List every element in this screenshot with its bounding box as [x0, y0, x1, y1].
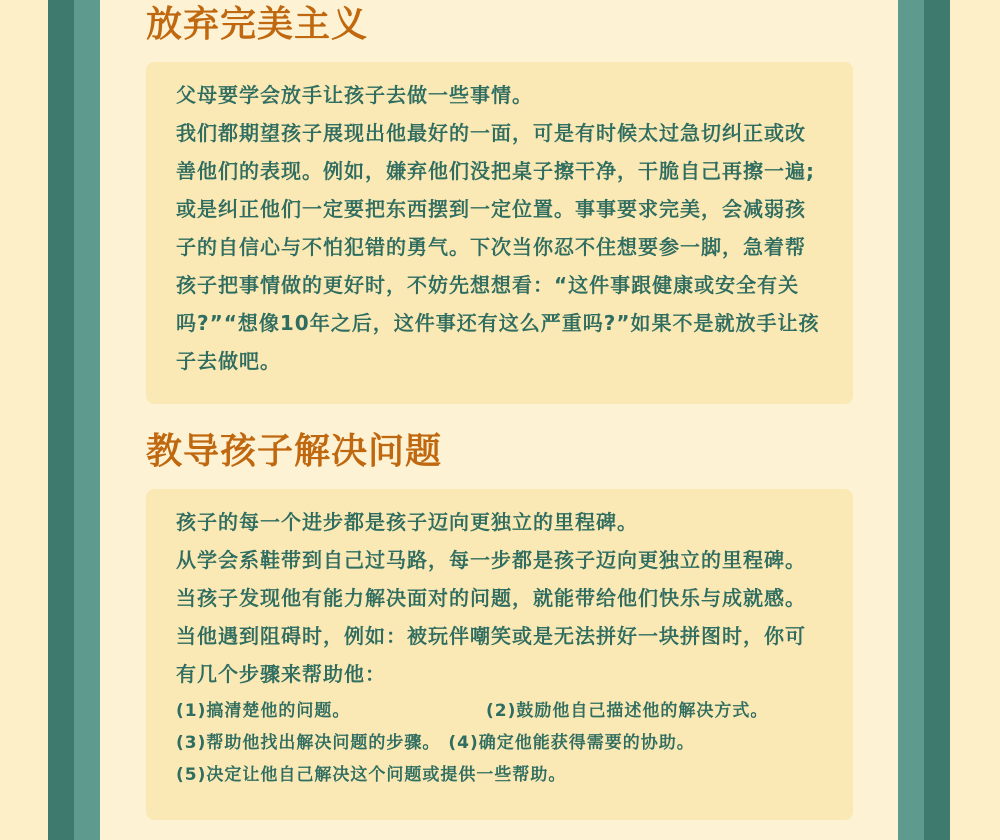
steps-list	[176, 695, 823, 791]
section1-intro: 父母要学会放手让孩子去做一些事情。	[176, 83, 533, 107]
step-item: (3)帮助他找出解决问题的步骤。	[176, 733, 441, 753]
section2-card	[146, 489, 853, 820]
section1-card	[146, 62, 853, 404]
step-item: (5)决定让他自己解决这个问题或提供一些帮助。	[176, 765, 567, 785]
right-inner-stripe	[898, 0, 924, 840]
section2-intro: 孩子的每一个进步都是孩子迈向更独立的里程碑。	[176, 510, 638, 534]
step-item: (2)鼓励他自己描述他的解决方式。	[486, 701, 769, 721]
section1-title: 放弃完美主义	[146, 4, 369, 45]
right-outer-stripe	[924, 0, 950, 840]
section2-body: 从学会系鞋带到自己过马路，每一步都是孩子迈向更独立的里程碑。当孩子发现他有能力解决面对的问题，就能带给他们快乐与成就感。当他遇到阻碍时，例如：被玩伴嘲笑或是无法拼好一块拼图时，你可有几个步骤来帮助他：	[176, 548, 806, 686]
step-item: (1)搞清楚他的问题。	[176, 701, 351, 721]
left-inner-stripe	[74, 0, 100, 840]
section1-body: 我们都期望孩子展现出他最好的一面，可是有时候太过急切纠正或改善他们的表现。例如，嫌弃他们没把桌子擦干净，干脆自己再擦一遍;或是纠正他们一定要把东西摆到一定位置。事事要求完美，会减弱孩子的自信心与不怕犯错的勇气。下次当你忍不住想要参一脚，急着帮孩子把事情做的更好时，不妨先想想看：“这件事跟健康或安全有关吗?”“想像10年之后，这件事还有这么严重吗?”如果不是就放手让孩子去做吧。	[176, 121, 820, 373]
left-outer-stripe	[48, 0, 74, 840]
section2-title: 教导孩子解决问题	[146, 431, 443, 472]
step-item: (4)确定他能获得需要的协助。	[448, 733, 695, 753]
